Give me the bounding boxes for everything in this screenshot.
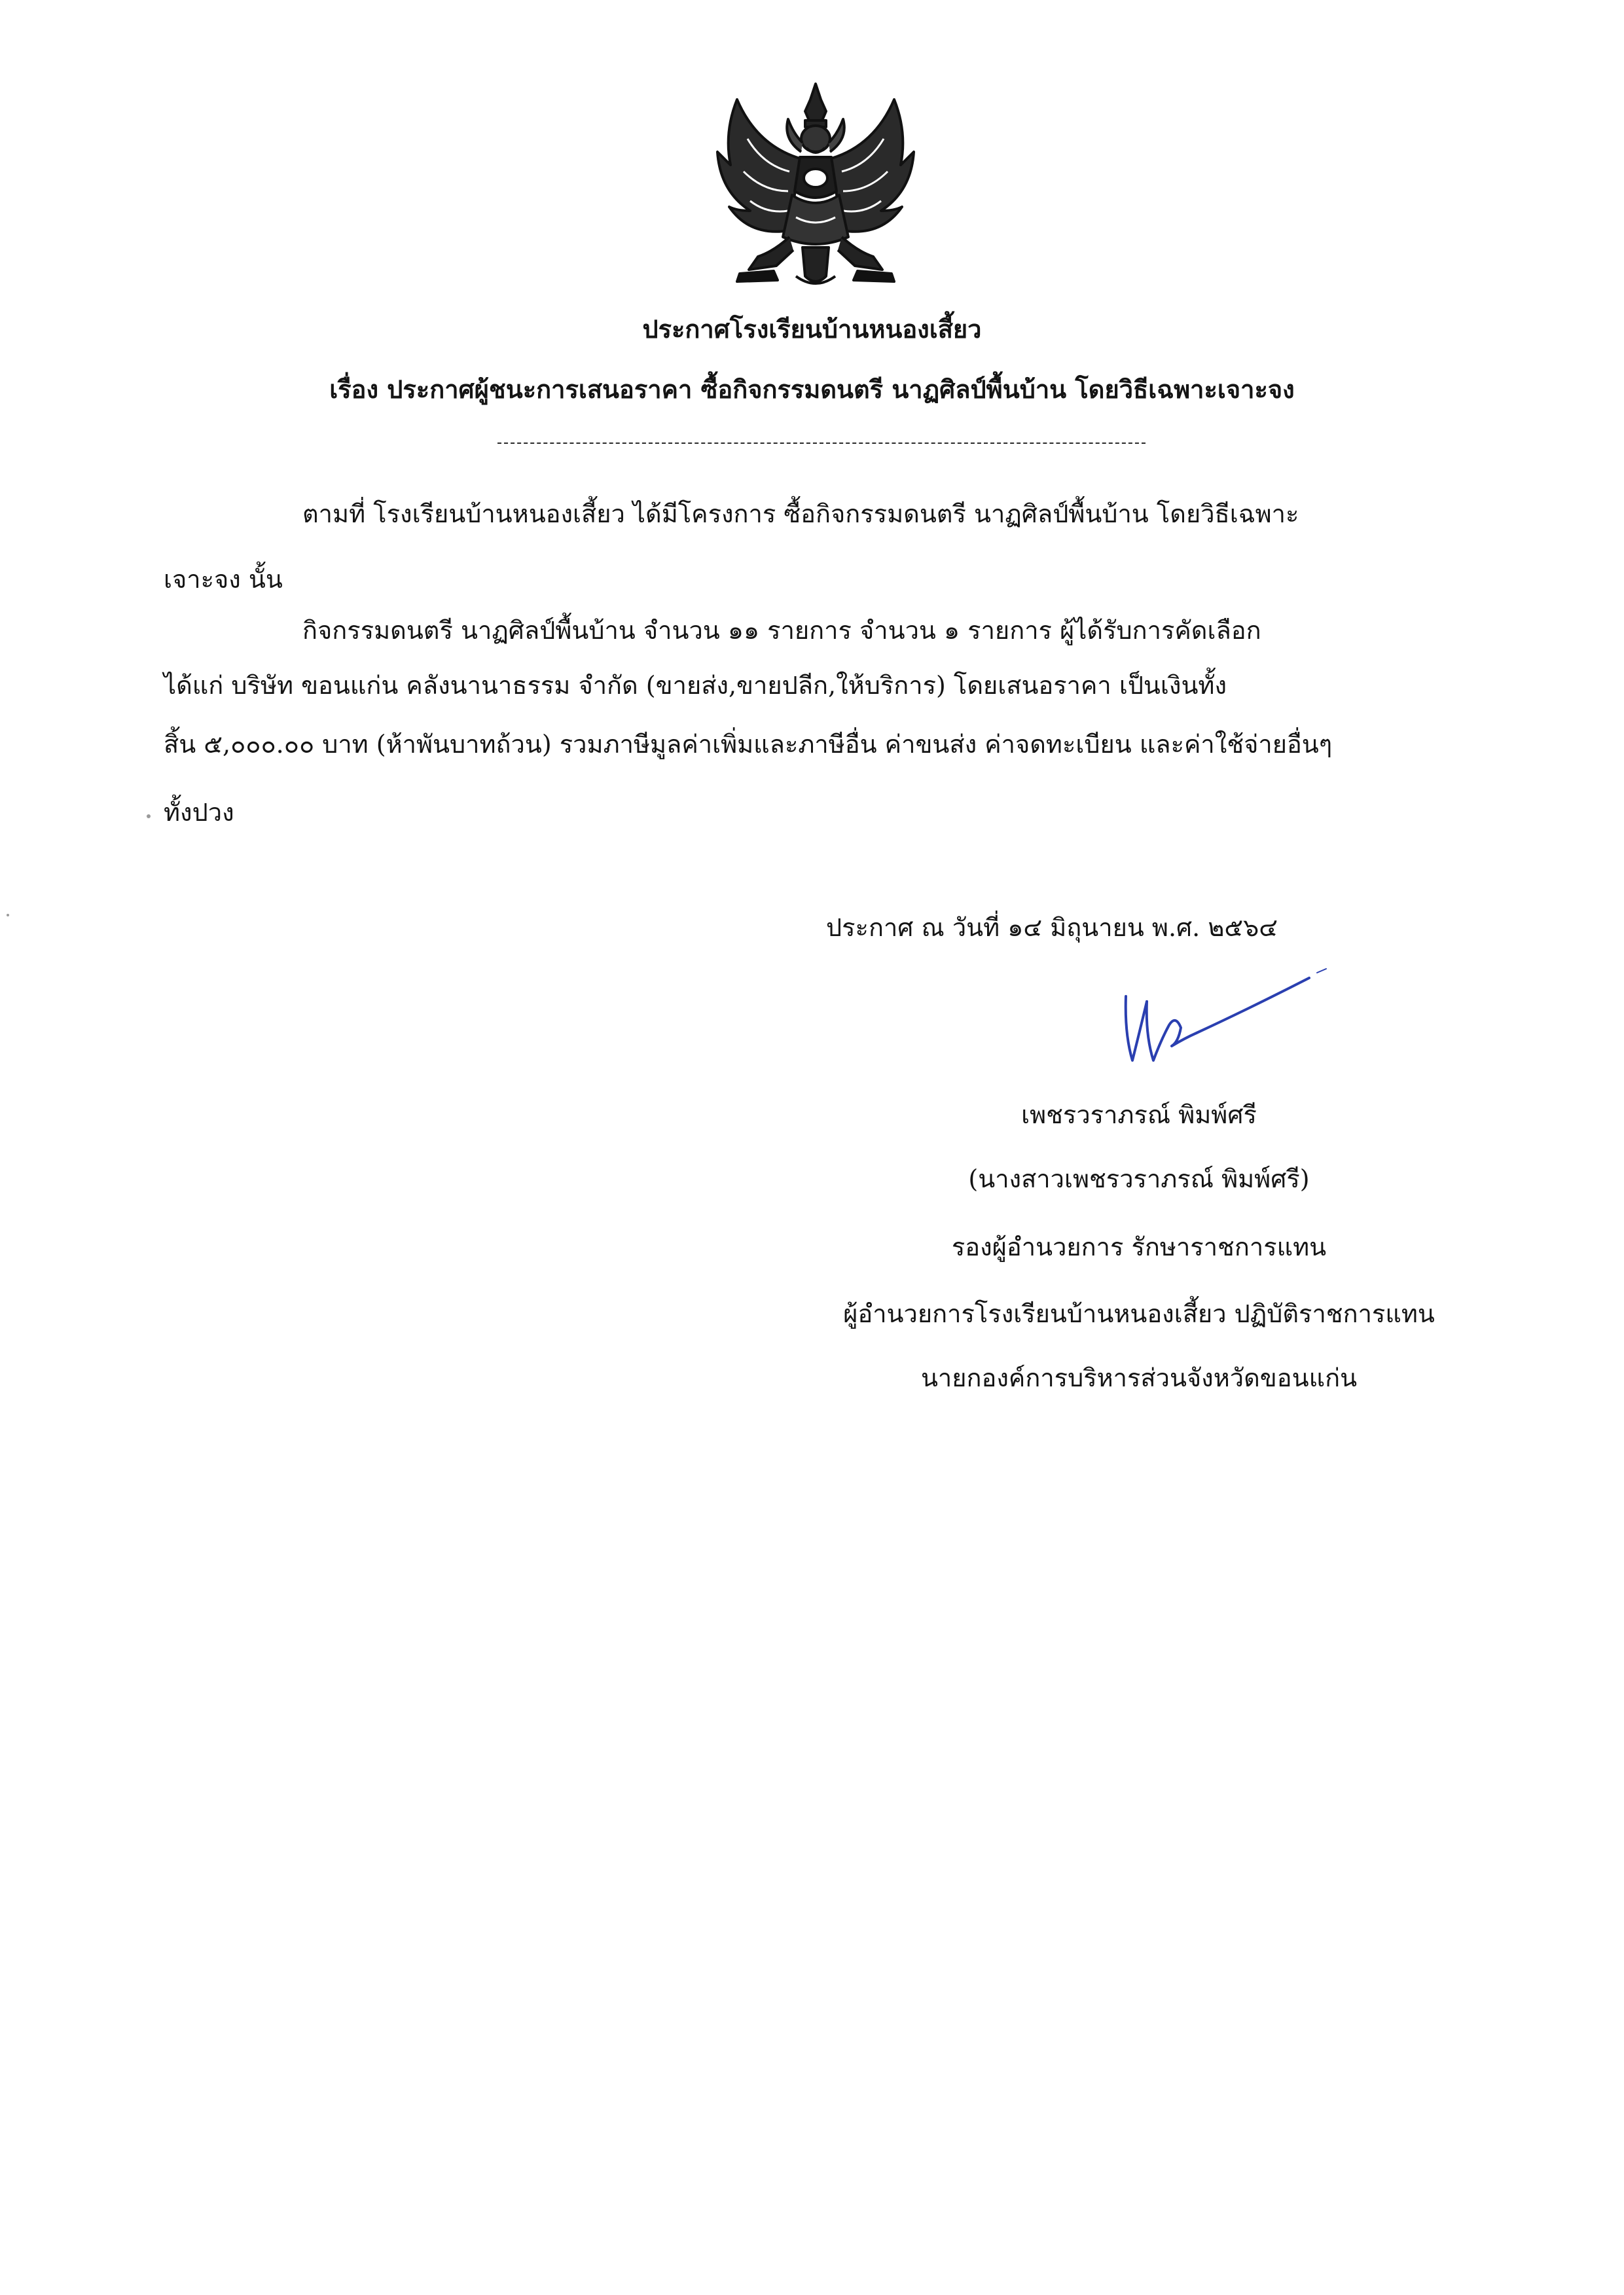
paragraph1-line2: เจาะจง นั้น — [164, 565, 283, 594]
signatory-name: เพชรวราภรณ์ พิมพ์ศรี — [1021, 1100, 1257, 1129]
paragraph2-line4: ทั้งปวง — [164, 798, 234, 827]
scan-speck — [7, 914, 9, 916]
signatory-position-2: ผู้อำนวยการโรงเรียนบ้านหนองเสี้ยว ปฏิบัติราชการแทน — [843, 1299, 1435, 1328]
separator-line — [497, 443, 1146, 444]
signatory-position-1: รองผู้อำนวยการ รักษาราชการแทน — [951, 1233, 1327, 1261]
paragraph1-line1: ตามที่ โรงเรียนบ้านหนองเสี้ยว ได้มีโครงการ ซื้อกิจกรรมดนตรี นาฏศิลป์พื้นบ้าน โดยวิธีเฉพาะ — [302, 499, 1299, 528]
garuda-emblem-icon — [711, 80, 920, 296]
announcement-heading: ประกาศโรงเรียนบ้านหนองเสี้ยว — [642, 314, 982, 344]
announcement-date: ประกาศ ณ วันที่ ๑๔ มิถุนายน พ.ศ. ๒๕๖๔ — [826, 913, 1278, 942]
paragraph2-line1: กิจกรรมดนตรี นาฏศิลป์พื้นบ้าน จำนวน ๑๑ รายการ จำนวน ๑ รายการ ผู้ได้รับการคัดเลือก — [302, 616, 1261, 645]
paragraph2-line3: สิ้น ๕,๐๐๐.๐๐ บาท (ห้าพันบาทถ้วน) รวมภาษีมูลค่าเพิ่มและภาษีอื่น ค่าขนส่ง ค่าจดทะเบียน และค่าใช้จ่ายอื่นๆ — [164, 730, 1333, 759]
announcement-subject: เรื่อง ประกาศผู้ชนะการเสนอราคา ซื้อกิจกรรมดนตรี นาฏศิลป์พื้นบ้าน โดยวิธีเฉพาะเจาะจง — [329, 374, 1295, 404]
signature-icon — [1113, 962, 1335, 1074]
scan-speck — [147, 814, 151, 818]
signatory-full-name: (นางสาวเพชรวราภรณ์ พิมพ์ศรี) — [968, 1165, 1310, 1193]
signatory-position-3: นายกองค์การบริหารส่วนจังหวัดขอนแก่น — [920, 1364, 1358, 1392]
paragraph2-line2: ได้แก่ บริษัท ขอนแก่น คลังนานาธรรม จำกัด (ขายส่ง,ขายปลีก,ให้บริการ) โดยเสนอราคา เป็นเงินทั้ง — [164, 671, 1227, 700]
